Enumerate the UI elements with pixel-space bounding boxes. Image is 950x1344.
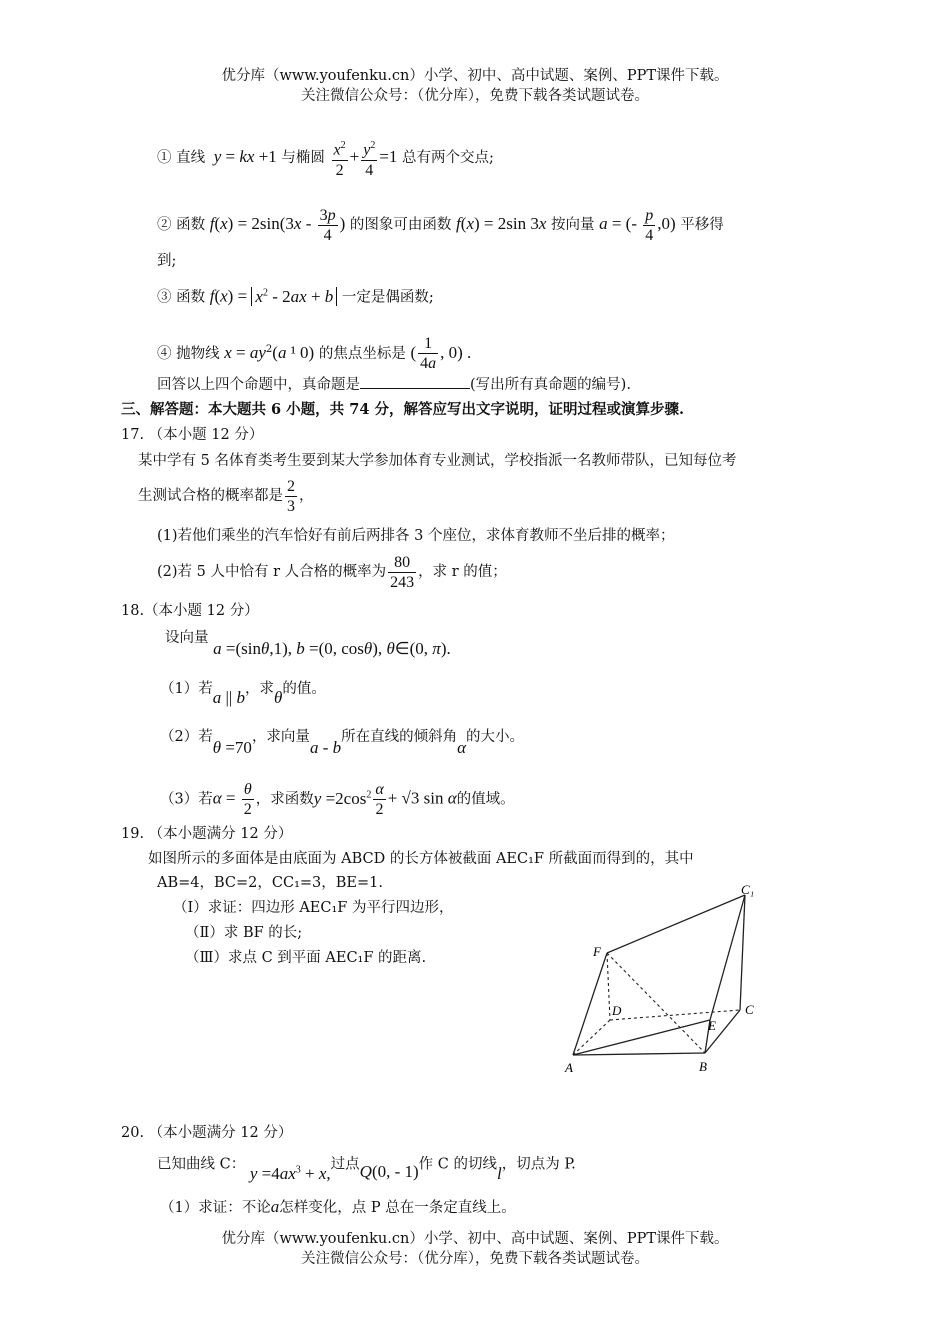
prop1-mid: 与椭圆 bbox=[281, 150, 325, 166]
proposition-3: ③ 函数 $f(x) = x^2 - 2ax + b$ 一定是偶函数; bbox=[157, 286, 434, 306]
q17-part2-prefix: (2)若 5 人中恰有 r 人合格的概率为 bbox=[157, 564, 387, 580]
q17-part-1: (1)若他们乘坐的汽车恰好有前后两排各 3 个座位，求体育教师不坐后排的概率； bbox=[157, 528, 675, 544]
proposition-1: ① 直线 y = kx +1 与椭圆 $\frac{x^2}{2}$ + $\frac{y^2}{4}$ =1 总有两个交点; bbox=[157, 136, 494, 180]
prop1-label: ① 直线 bbox=[157, 150, 206, 166]
label-D: D bbox=[612, 1003, 622, 1018]
q17-part2-suffix: ，求 r 的值； bbox=[418, 564, 507, 580]
proposition-2: ② 函数 f(x) = 2sin(3x - $\frac{3p}{4}$ ) 的图象可由函数 f(x) = 2sin 3x 按向量 a = (- $\frac{p}{4}$ ,0) 平移得 bbox=[157, 206, 724, 244]
footer-line-1: 优分库（www.youfenku.cn）小学、初中、高中试题、案例、PPT课件下载。 bbox=[221, 1231, 729, 1247]
prop4-label: ④ 抛物线 bbox=[157, 345, 220, 362]
q19-text-1: 如图所示的多面体是由底面为 ABCD 的长方体被截面 AEC₁F 所截面而得到的，其中 bbox=[148, 851, 694, 867]
section-title: 三、解答题：本大题共 6 小题，共 74 分，解答应写出文字说明，证明过程或演算步骤. bbox=[121, 401, 685, 418]
label-A: A bbox=[565, 1060, 573, 1075]
q18-p1-mid: ，求 bbox=[245, 681, 275, 697]
footer-line-2: 关注微信公众号：（优分库），免费下载各类试题试卷。 bbox=[301, 1251, 649, 1267]
prop3-end: 一定是偶函数; bbox=[341, 289, 434, 306]
label-E: E bbox=[708, 1018, 716, 1033]
label-C: C bbox=[745, 1002, 754, 1017]
proposition-2-cont: 到; bbox=[157, 253, 177, 269]
edge-FB bbox=[607, 953, 705, 1053]
edge-AF bbox=[573, 953, 607, 1055]
q20-tangent: 作 C 的切线 bbox=[418, 1156, 497, 1173]
q18-p3-end: 的值域。 bbox=[456, 791, 515, 808]
header-line-1: 优分库（www.youfenku.cn）小学、初中、高中试题、案例、PPT课件下载。 bbox=[221, 68, 729, 84]
q20-curve-label: 已知曲线 C： bbox=[157, 1156, 246, 1173]
edge-DC bbox=[610, 1010, 740, 1020]
q20-text-1: 已知曲线 C： $y =4ax^3 + x$,过点Q(0, - 1)作 C 的切线l，切点为 P. bbox=[157, 1156, 576, 1183]
q17-text-1: 某中学有 5 名体育类考生要到某大学参加体育专业测试，学校指派一名教师带队，已知每位考 bbox=[138, 453, 737, 469]
edge-FD bbox=[607, 953, 610, 1020]
q20-part-1: （1）求证：不论a怎样变化，点 P 总在一条定直线上。 bbox=[160, 1197, 516, 1216]
q18-part-3: （3）若α = $\frac{\theta}{2}$ ，求函数$y =2\cos^2$ $\frac{\alpha}{2}$ + √3 sin α的值域。 bbox=[160, 781, 515, 819]
q18-p2-prefix: （2）若 bbox=[160, 729, 213, 745]
q19-part-3: （Ⅲ）求点 C 到平面 AEC₁F 的距离. bbox=[185, 950, 427, 966]
prop3-label: ③ 函数 bbox=[157, 289, 206, 306]
page-footer bbox=[0, 1229, 950, 1269]
edge-FC1 bbox=[607, 895, 745, 953]
q17-part-2: (2)若 5 人中恰有 r 人合格的概率为 $\frac{80}{243}$ ，求 r 的值； bbox=[157, 553, 507, 591]
q19-part-1: （Ⅰ）求证：四边形 AEC₁F 为平行四边形， bbox=[173, 900, 454, 916]
edge-AB bbox=[573, 1053, 705, 1055]
header-line-2: 关注微信公众号：（优分库），免费下载各类试题试卷。 bbox=[301, 88, 649, 104]
answer-line bbox=[157, 374, 631, 396]
q18-part-1: （1）若a || b，求θ的值。 bbox=[160, 681, 326, 707]
q20-p1-prefix: （1）求证：不论 bbox=[160, 1200, 271, 1216]
label-F: F bbox=[593, 944, 601, 959]
prop2-vec-label: 按向量 bbox=[550, 217, 595, 233]
polyhedron-figure bbox=[555, 880, 775, 1080]
q17-prob-label: 生测试合格的概率都是 bbox=[138, 488, 283, 504]
q18-p3-prefix: （3）若 bbox=[160, 791, 213, 808]
answer-blank bbox=[360, 374, 470, 389]
page-header bbox=[0, 66, 950, 106]
proposition-4: ④ 抛物线 $x = ay^2(a$ ¹ 0) 的焦点坐标是 ( $\frac{1}{4a}$ , 0) . bbox=[157, 335, 472, 373]
q18-p1-end: 的值。 bbox=[282, 681, 326, 697]
q18-p2-mid: ，求向量 bbox=[251, 729, 310, 745]
edge-AE bbox=[573, 1020, 710, 1055]
answer-prompt: 回答以上四个命题中，真命题是 bbox=[157, 377, 360, 393]
prop4-mid: 的焦点坐标是 bbox=[318, 345, 406, 362]
prop2-mid: 的图象可由函数 bbox=[349, 217, 452, 233]
label-C1: C₁ bbox=[741, 882, 755, 897]
q20-title: 20. （本小题满分 12 分） bbox=[121, 1125, 293, 1141]
q18-p1-prefix: （1）若 bbox=[160, 681, 213, 697]
prop1-line-eq: y bbox=[213, 147, 222, 166]
prop2-label: ② 函数 bbox=[157, 217, 206, 233]
q18-p2-mid2: 所在直线的倾斜角 bbox=[341, 729, 458, 745]
q18-text: 设向量 a =(sinθ,1), b =(0, cosθ), θ∈(0, π). bbox=[165, 630, 451, 658]
q17-text-2: 生测试合格的概率都是 $\frac{2}{3}$ ， bbox=[138, 477, 314, 515]
ellipse-frac-x: $\frac{x^2}{2}$ bbox=[333, 140, 346, 179]
prop2-end: 平移得 bbox=[680, 217, 724, 233]
label-B: B bbox=[699, 1059, 707, 1074]
q18-part-2: （2）若θ =70，求向量a - b所在直线的倾斜角α的大小。 bbox=[160, 729, 525, 757]
prop1-end: 总有两个交点; bbox=[402, 150, 494, 166]
ellipse-frac-y: $\frac{y^2}{4}$ bbox=[363, 140, 376, 179]
q20-p1-end: 怎样变化，点 P 总在一条定直线上。 bbox=[279, 1200, 516, 1216]
q19-part-2: （Ⅱ）求 BF 的长; bbox=[185, 925, 303, 941]
answer-note: (写出所有真命题的编号). bbox=[470, 377, 631, 393]
q17-title: 17. （本小题 12 分） bbox=[121, 427, 264, 443]
q18-p3-mid: ，求函数 bbox=[255, 791, 314, 808]
q20-point: ，切点为 P. bbox=[501, 1156, 576, 1173]
q18-p2-end: 的大小。 bbox=[466, 729, 525, 745]
q18-title: 18.（本小题 12 分） bbox=[121, 603, 259, 619]
q18-prefix: 设向量 bbox=[165, 630, 209, 646]
q19-text-2: AB=4，BC=2，CC₁=3，BE=1. bbox=[157, 875, 383, 891]
q20-through: 过点 bbox=[330, 1156, 360, 1173]
q19-title: 19. （本小题满分 12 分） bbox=[121, 826, 293, 842]
